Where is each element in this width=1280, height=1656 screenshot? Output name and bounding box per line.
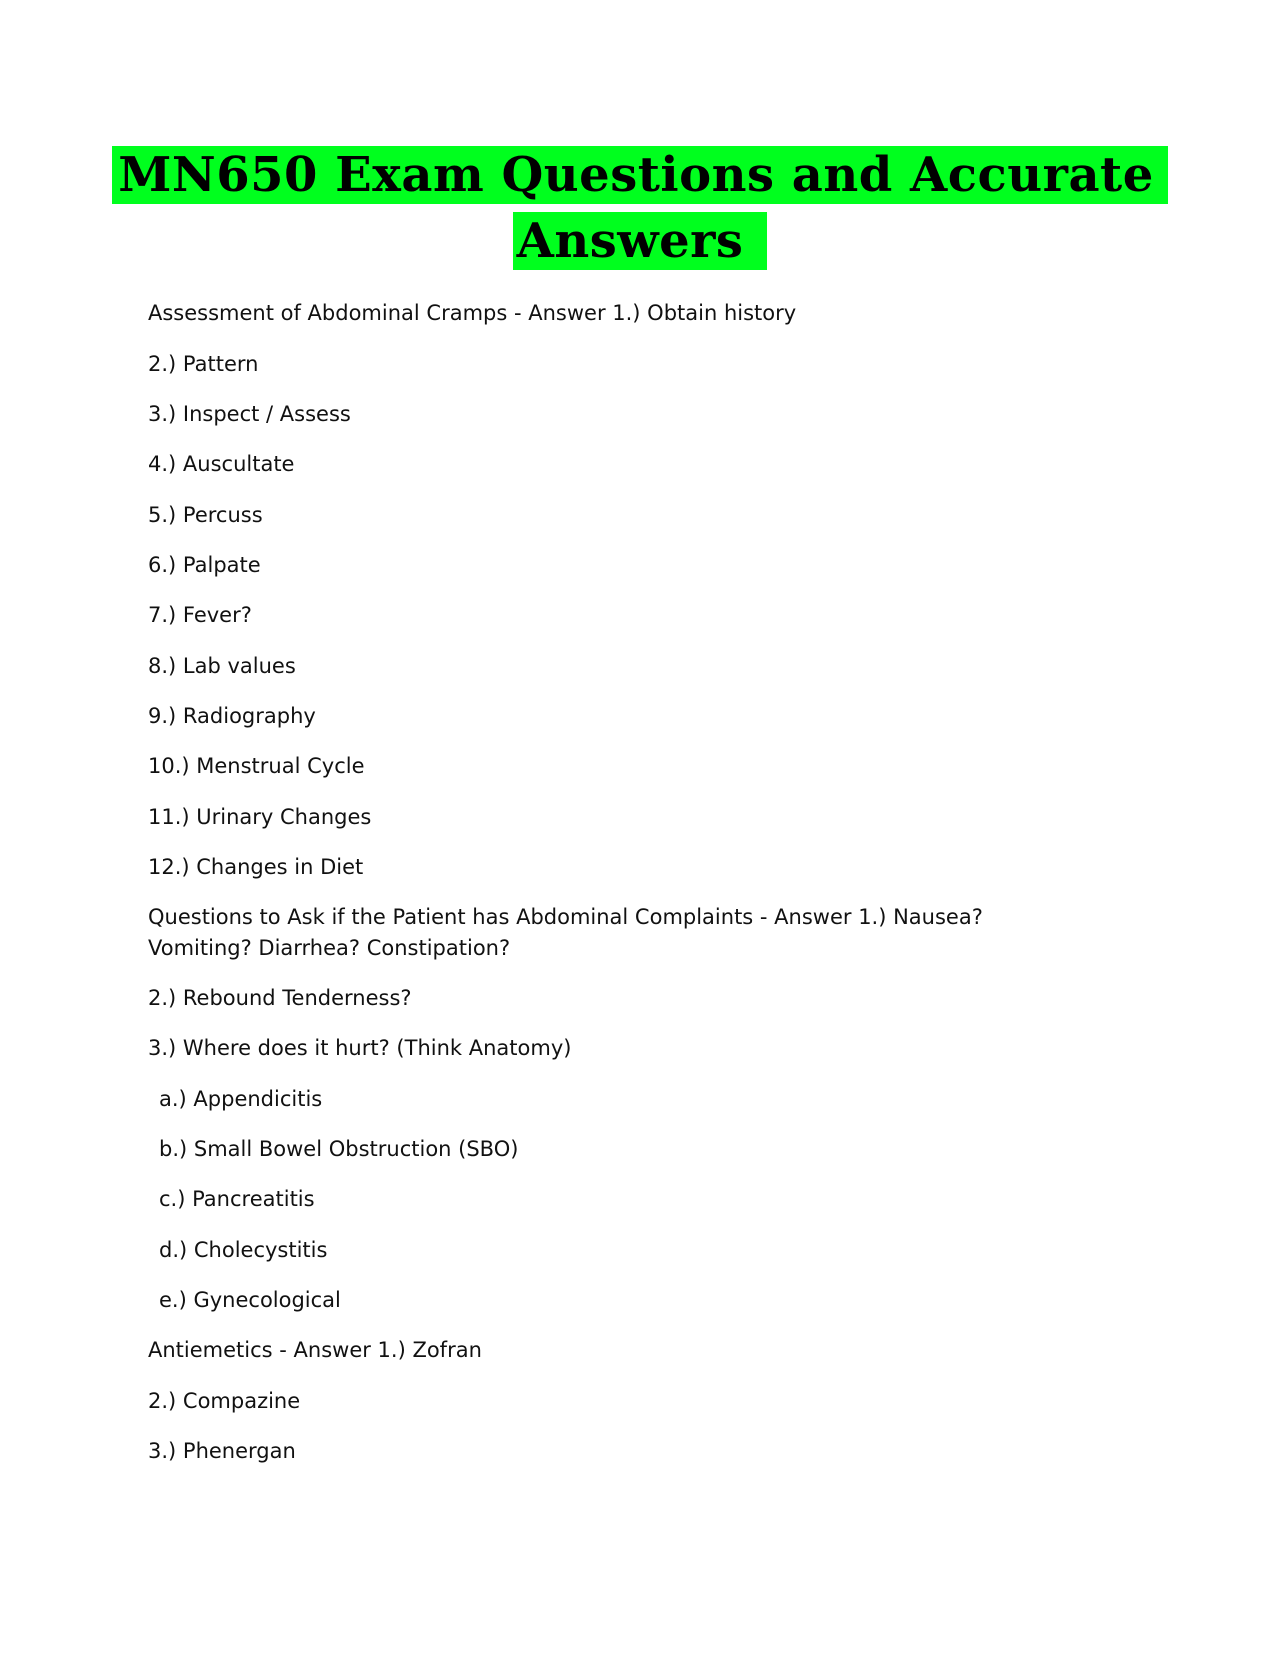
answer-item: 3.) Where does it hurt? (Think Anatomy) <box>148 1036 572 1060</box>
answer-item: 6.) Palpate <box>148 553 261 577</box>
question-abdominal-complaints-cont: Vomiting? Diarrhea? Constipation? <box>148 936 511 960</box>
sub-answer-item: d.) Cholecystitis <box>159 1238 328 1262</box>
answer-item: 2.) Rebound Tenderness? <box>148 986 412 1010</box>
document-title <box>0 146 1280 270</box>
title-line-1: MN650 Exam Questions and Accurate <box>112 146 1168 204</box>
answer-item: 9.) Radiography <box>148 704 316 728</box>
sub-answer-item: a.) Appendicitis <box>159 1087 323 1111</box>
question-assessment-abdominal-cramps: Assessment of Abdominal Cramps - Answer 1.) Obtain history <box>148 301 797 325</box>
question-abdominal-complaints: Questions to Ask if the Patient has Abdominal Complaints - Answer 1.) Nausea? <box>148 905 983 929</box>
answer-item: 4.) Auscultate <box>148 452 295 476</box>
answer-item: 8.) Lab values <box>148 654 296 678</box>
answer-item: 3.) Inspect / Assess <box>148 402 351 426</box>
question-antiemetics: Antiemetics - Answer 1.) Zofran <box>148 1338 482 1362</box>
answer-item: 3.) Phenergan <box>148 1439 296 1463</box>
answer-item: 2.) Compazine <box>148 1389 301 1413</box>
sub-answer-item: e.) Gynecological <box>159 1288 341 1312</box>
sub-answer-item: c.) Pancreatitis <box>159 1187 315 1211</box>
answer-item: 12.) Changes in Diet <box>148 855 364 879</box>
sub-answer-item: b.) Small Bowel Obstruction (SBO) <box>159 1137 519 1161</box>
answer-item: 7.) Fever? <box>148 603 252 627</box>
title-line-2: Answers <box>513 212 768 270</box>
answer-item: 10.) Menstrual Cycle <box>148 754 365 778</box>
answer-item: 2.) Pattern <box>148 352 259 376</box>
answer-item: 11.) Urinary Changes <box>148 805 372 829</box>
answer-item: 5.) Percuss <box>148 503 263 527</box>
